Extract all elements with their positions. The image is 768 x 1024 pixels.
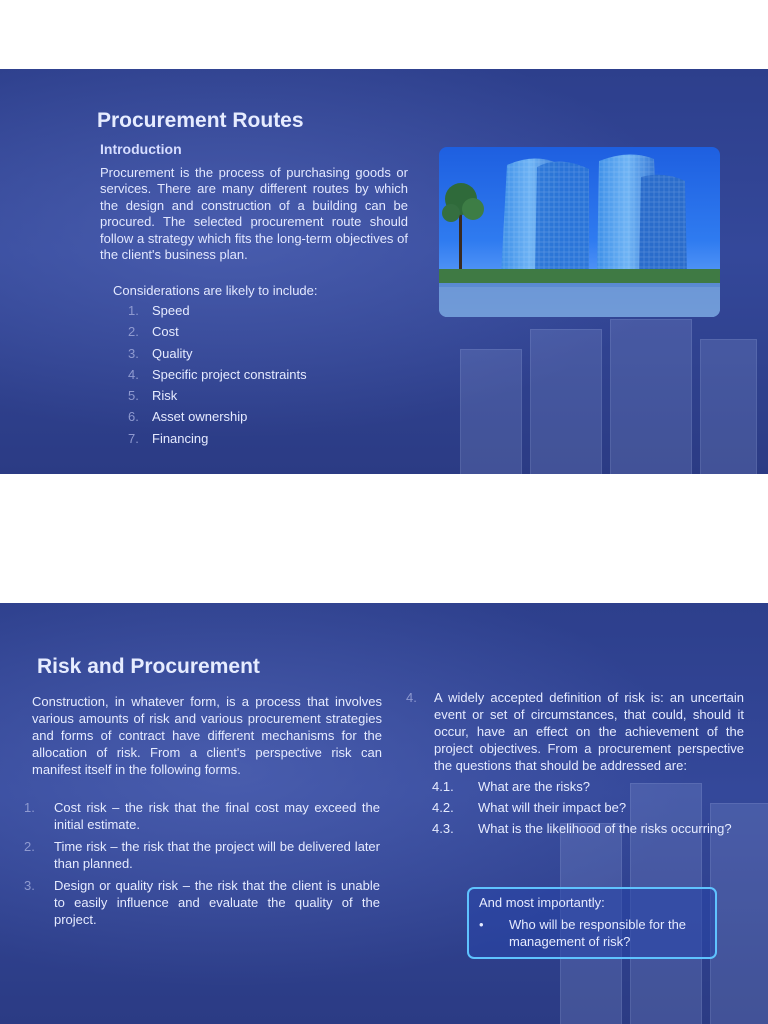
list-item: 4.3. What is the likelihood of the risks occurring?: [432, 821, 732, 836]
callout-bullet-item: • Who will be responsible for the management of risk?: [479, 917, 687, 949]
list-item: 2. Cost: [128, 324, 179, 340]
bullet-icon: •: [479, 917, 484, 932]
question-list: [432, 778, 744, 837]
intro-paragraph: Procurement is the process of purchasing goods or services. There are many different routes by which the design and construction of a building can be procured. The selected procurement route should follow a strategy which fits the long-term objectives of the client's business plan.: [100, 165, 408, 263]
list-item: 2. Time risk – the risk that the project will be delivered later than planned.: [24, 839, 380, 871]
slide-risk-and-procurement: [0, 603, 768, 1024]
skyscraper-illustration: [439, 147, 720, 317]
list-item: 1. Speed: [128, 303, 190, 318]
considerations-label: Considerations are likely to include:: [113, 283, 318, 298]
considerations-list: [128, 303, 307, 452]
slide-title: Risk and Procurement: [37, 655, 260, 678]
list-item: 4.1. What are the risks?: [432, 779, 590, 794]
callout-box: [467, 887, 717, 959]
section-heading: Introduction: [100, 141, 182, 157]
risk-list: [24, 799, 380, 933]
list-item: 6. Asset ownership: [128, 409, 248, 425]
list-item: 3. Quality: [128, 345, 193, 361]
list-item: 7. Financing: [128, 430, 209, 446]
list-item: 3. Design or quality risk – the risk that the client is unable to easily influence and evaluate the quality of the project.: [24, 878, 380, 927]
list-item: 5. Risk: [128, 388, 178, 404]
window-reflection: [460, 319, 760, 474]
risk-definition: 4. A widely accepted definition of risk is: an uncertain event or set of circumstances, that could, should it occur, have an effect on the achievement of the project objectives. From a procurement perspective the questions that should be addressed are:: [406, 690, 744, 773]
slide-procurement-routes: [0, 69, 768, 474]
list-item: 1. Cost risk – the risk that the final cost may exceed the initial estimate.: [24, 800, 380, 832]
building-photo: [439, 147, 720, 317]
callout-lead: And most importantly:: [479, 895, 605, 910]
list-item: 4.2. What will their impact be?: [432, 800, 627, 815]
definition-column: [406, 689, 744, 841]
list-item: 4. Specific project constraints: [128, 366, 307, 382]
intro-paragraph: Construction, in whatever form, is a process that involves various amounts of risk and various procurement strategies and forms of contract have different mechanisms for the allocation of risk. From a client's perspective risk can manifest itself in the following forms.: [32, 694, 382, 777]
slide-title: Procurement Routes: [97, 109, 304, 132]
